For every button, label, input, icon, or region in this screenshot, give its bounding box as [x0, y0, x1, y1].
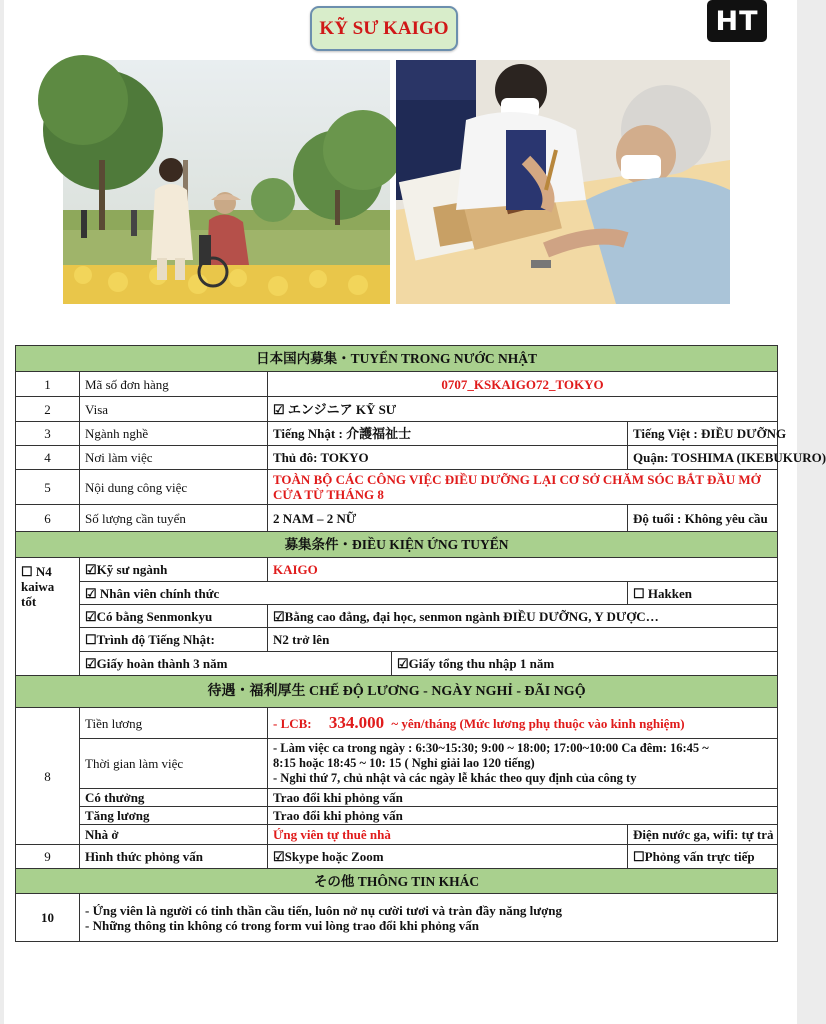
row-number: 4: [16, 446, 80, 470]
other-info: [80, 894, 778, 942]
row-label: Số lượng cần tuyển: [80, 505, 268, 532]
side-line: kaiwa: [21, 579, 55, 594]
table-row: [16, 807, 778, 825]
row-number: 1: [16, 372, 80, 397]
table-row: [16, 739, 778, 789]
job-order-form: [15, 345, 826, 942]
table-row: [16, 789, 778, 807]
table-row: [16, 397, 778, 422]
job-vietnamese: Tiếng Việt : ĐIỀU DƯỠNG: [628, 422, 778, 446]
photo-caregiver-crafts: [396, 60, 730, 304]
section-header-conditions: [16, 532, 778, 558]
hours-line: - Làm việc ca trong ngày : 6:30~15:30; 9:00 ~ 18:00; 17:00~10:00 Ca đêm: 16:45 ~: [273, 741, 709, 755]
hours-line: - Nghỉ thứ 7, chủ nhật và các ngày lễ khác theo quy định của công ty: [273, 771, 637, 785]
table-row: [16, 446, 778, 470]
section-title: 待遇・福利厚生 CHẾ ĐỘ LƯƠNG - NGÀY NGHỈ - ĐÃI NGỘ: [16, 676, 778, 708]
other-line: - Ứng viên là người có tinh thần cầu tiến, luôn nở nụ cười tươi và tràn đầy năng lượng: [85, 902, 563, 918]
row-label: Nhà ở: [80, 825, 268, 845]
hakken-checkbox: ☐ Hakken: [628, 582, 778, 605]
table-row: [16, 422, 778, 446]
logo-text: HT: [715, 5, 759, 37]
section-title: 募集条件・ĐIỀU KIỆN ỨNG TUYỂN: [16, 532, 778, 558]
engineer-checkbox: ☑Kỹ sư ngành: [80, 558, 268, 582]
row-number: 2: [16, 397, 80, 422]
income-checkbox: ☑Giấy tổng thu nhập 1 năm: [392, 652, 778, 676]
engineer-field: KAIGO: [268, 558, 778, 582]
table-row: [16, 558, 778, 582]
raise-value: Trao đổi khi phỏng vấn: [268, 807, 778, 825]
row-label: Có thưởng: [80, 789, 268, 807]
crafts-photo-icon: [396, 60, 730, 304]
row-number: 9: [16, 845, 80, 869]
table-row: [16, 845, 778, 869]
park-photo-icon: [63, 60, 390, 304]
bonus-value: Trao đổi khi phỏng vấn: [268, 789, 778, 807]
utilities-value: Điện nước ga, wifi: tự trả: [628, 825, 778, 845]
work-capital: Thủ đô: TOKYO: [268, 446, 628, 470]
page-title: [310, 6, 458, 51]
row-number: 6: [16, 505, 80, 532]
certificate-checkbox: ☑Giấy hoàn thành 3 năm: [80, 652, 392, 676]
section-title: その他 THÔNG TIN KHÁC: [16, 869, 778, 894]
table-row: [16, 505, 778, 532]
table-row: [16, 652, 778, 676]
other-line: - Những thông tin không có trong form vui lòng trao đổi khi phỏng vấn: [85, 917, 480, 933]
table-row: [16, 470, 778, 505]
job-japanese: Tiếng Nhật : 介護福祉士: [268, 422, 628, 446]
salary-prefix: - LCB:: [273, 716, 312, 731]
working-hours: [268, 739, 778, 789]
japanese-level-checkbox: ☐Trình độ Tiếng Nhật:: [80, 628, 268, 652]
housing-value: Ứng viên tự thuê nhà: [268, 825, 628, 845]
official-employee-checkbox: ☑ Nhân viên chính thức: [80, 582, 628, 605]
japanese-level-value: N2 trở lên: [268, 628, 778, 652]
online-interview-checkbox: ☑Skype hoặc Zoom: [268, 845, 628, 869]
row-label: Hình thức phỏng vấn: [80, 845, 268, 869]
row-label: Tăng lương: [80, 807, 268, 825]
page-title-text: KỸ SƯ KAIGO: [319, 17, 449, 39]
row-number: 3: [16, 422, 80, 446]
direct-interview-checkbox: ☐Phỏng vấn trực tiếp: [628, 845, 778, 869]
job-description: TOÀN BỘ CÁC CÔNG VIỆC ĐIỀU DƯỠNG LẠI CƠ SỞ CHĂM SÓC BẮT ĐẦU MỞ CỬA TỪ THÁNG 8: [268, 470, 778, 505]
row-label: Visa: [80, 397, 268, 422]
table-row: [16, 582, 778, 605]
section-header-recruit: [16, 346, 778, 372]
row-number: 5: [16, 470, 80, 505]
section-title: 日本国内募集・TUYỂN TRONG NƯỚC NHẬT: [16, 346, 778, 372]
table-row: [16, 825, 778, 845]
work-district: Quận: TOSHIMA (IKEBUKURO): [628, 446, 778, 470]
side-line: tốt: [21, 594, 37, 609]
table-row: [16, 628, 778, 652]
row-number: 8: [16, 708, 80, 845]
table-row: [16, 372, 778, 397]
salary-value: [268, 708, 778, 739]
row-label: Mã số đơn hàng: [80, 372, 268, 397]
age-requirement: Độ tuổi : Không yêu cầu: [628, 505, 778, 532]
row-number: 10: [16, 894, 80, 942]
order-code: 0707_KSKAIGO72_TOKYO: [268, 372, 778, 397]
section-header-benefits: [16, 676, 778, 708]
degree-checkbox: ☑Bằng cao đẳng, đại học, senmon ngành ĐIỀU DƯỠNG, Y DƯỢC…: [268, 605, 778, 628]
table-row: [16, 708, 778, 739]
table-row: [16, 605, 778, 628]
row-label: Nội dung công việc: [80, 470, 268, 505]
senmonkyu-checkbox: ☑Có bằng Senmonkyu: [80, 605, 268, 628]
row-label: Tiền lương: [80, 708, 268, 739]
visa-value: ☑ エンジニア KỸ SƯ: [268, 397, 778, 422]
photo-caregiver-park: [63, 60, 390, 304]
ht-logo: [707, 0, 767, 42]
section-header-other: [16, 869, 778, 894]
salary-suffix: ~ yên/tháng (Mức lương phụ thuộc vào kinh nghiệm): [391, 716, 685, 731]
salary-amount: 334.000: [328, 713, 385, 732]
headcount: 2 NAM – 2 NỮ: [268, 505, 628, 532]
row-label: Nơi làm việc: [80, 446, 268, 470]
hours-line: 8:15 hoặc 18:45 ~ 10: 15 ( Nghỉ giải lao 120 tiếng): [273, 756, 535, 770]
n4-checkbox: ☐ N4: [21, 564, 52, 579]
table-row: [16, 894, 778, 942]
side-requirement: [16, 558, 80, 676]
row-label: Ngành nghề: [80, 422, 268, 446]
row-label: Thời gian làm việc: [80, 739, 268, 789]
